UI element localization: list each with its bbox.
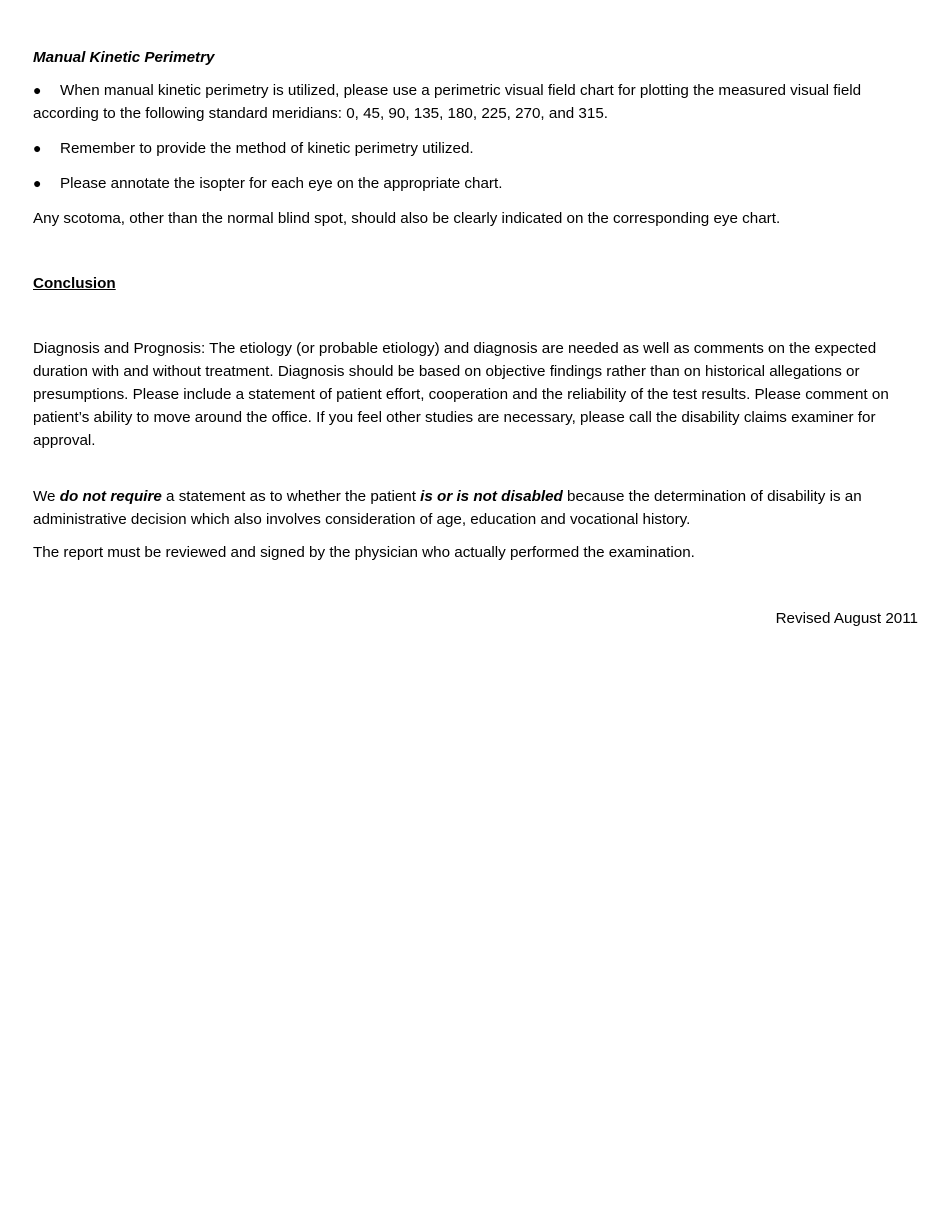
kinetic-perimetry-instructions — [33, 79, 918, 195]
disability-text-part2: a statement as to whether the patient — [161, 488, 421, 505]
revision-date: Revised August 2011 — [775, 610, 918, 627]
bullet-icon: ● — [33, 82, 42, 98]
instruction-text: Remember to provide the method of kinetic perimetry utilized. — [60, 140, 474, 157]
disability-paragraph — [33, 485, 918, 531]
bullet-icon: ● — [33, 140, 42, 156]
scotoma-note: Any scotoma, other than the normal blind spot, should also be clearly indicated on the corresponding eye chart. — [33, 210, 781, 227]
instruction-item-isopter — [33, 172, 918, 195]
disability-text-part1: We — [33, 488, 60, 505]
instruction-text: Please annotate the isopter for each eye on the appropriate chart. — [60, 175, 503, 192]
emphasis-do-not-require: do not require — [59, 488, 162, 505]
document-page — [33, 46, 918, 630]
kinetic-perimetry-heading: Manual Kinetic Perimetry — [33, 49, 215, 66]
diagnosis-paragraph: Diagnosis and Prognosis: The etiology (or probable etiology) and diagnosis are needed as well as comments on the expected duration with and without treatment. Diagnosis should be based on objective findings rather than on historical allegations or presumptions. Please include a statement of patient effort, cooperation and the reliability of the test results. Please comment on patient’s ability to move around the office. If you feel other studies are necessary, please call the disability claims examiner for approval. — [33, 340, 889, 449]
bullet-icon: ● — [33, 175, 42, 191]
emphasis-is-or-is-not-disabled: is or is not disabled — [420, 488, 563, 505]
instruction-text: When manual kinetic perimetry is utilized, please use a perimetric visual field chart for plotting the measured visual field according to the following standard meridians: 0, 45, 90, 135, 180, 225, 270, and 315. — [33, 82, 862, 122]
instruction-item-method — [33, 137, 918, 160]
signature-requirement-paragraph: The report must be reviewed and signed by the physician who actually performed the examination. — [33, 544, 695, 561]
conclusion-heading: Conclusion — [33, 275, 116, 292]
instruction-item-chart — [33, 79, 918, 125]
disability-text-part3: because the determination of disability is an administrative decision which also involves consideration of age, education and vocational history. — [33, 488, 862, 528]
